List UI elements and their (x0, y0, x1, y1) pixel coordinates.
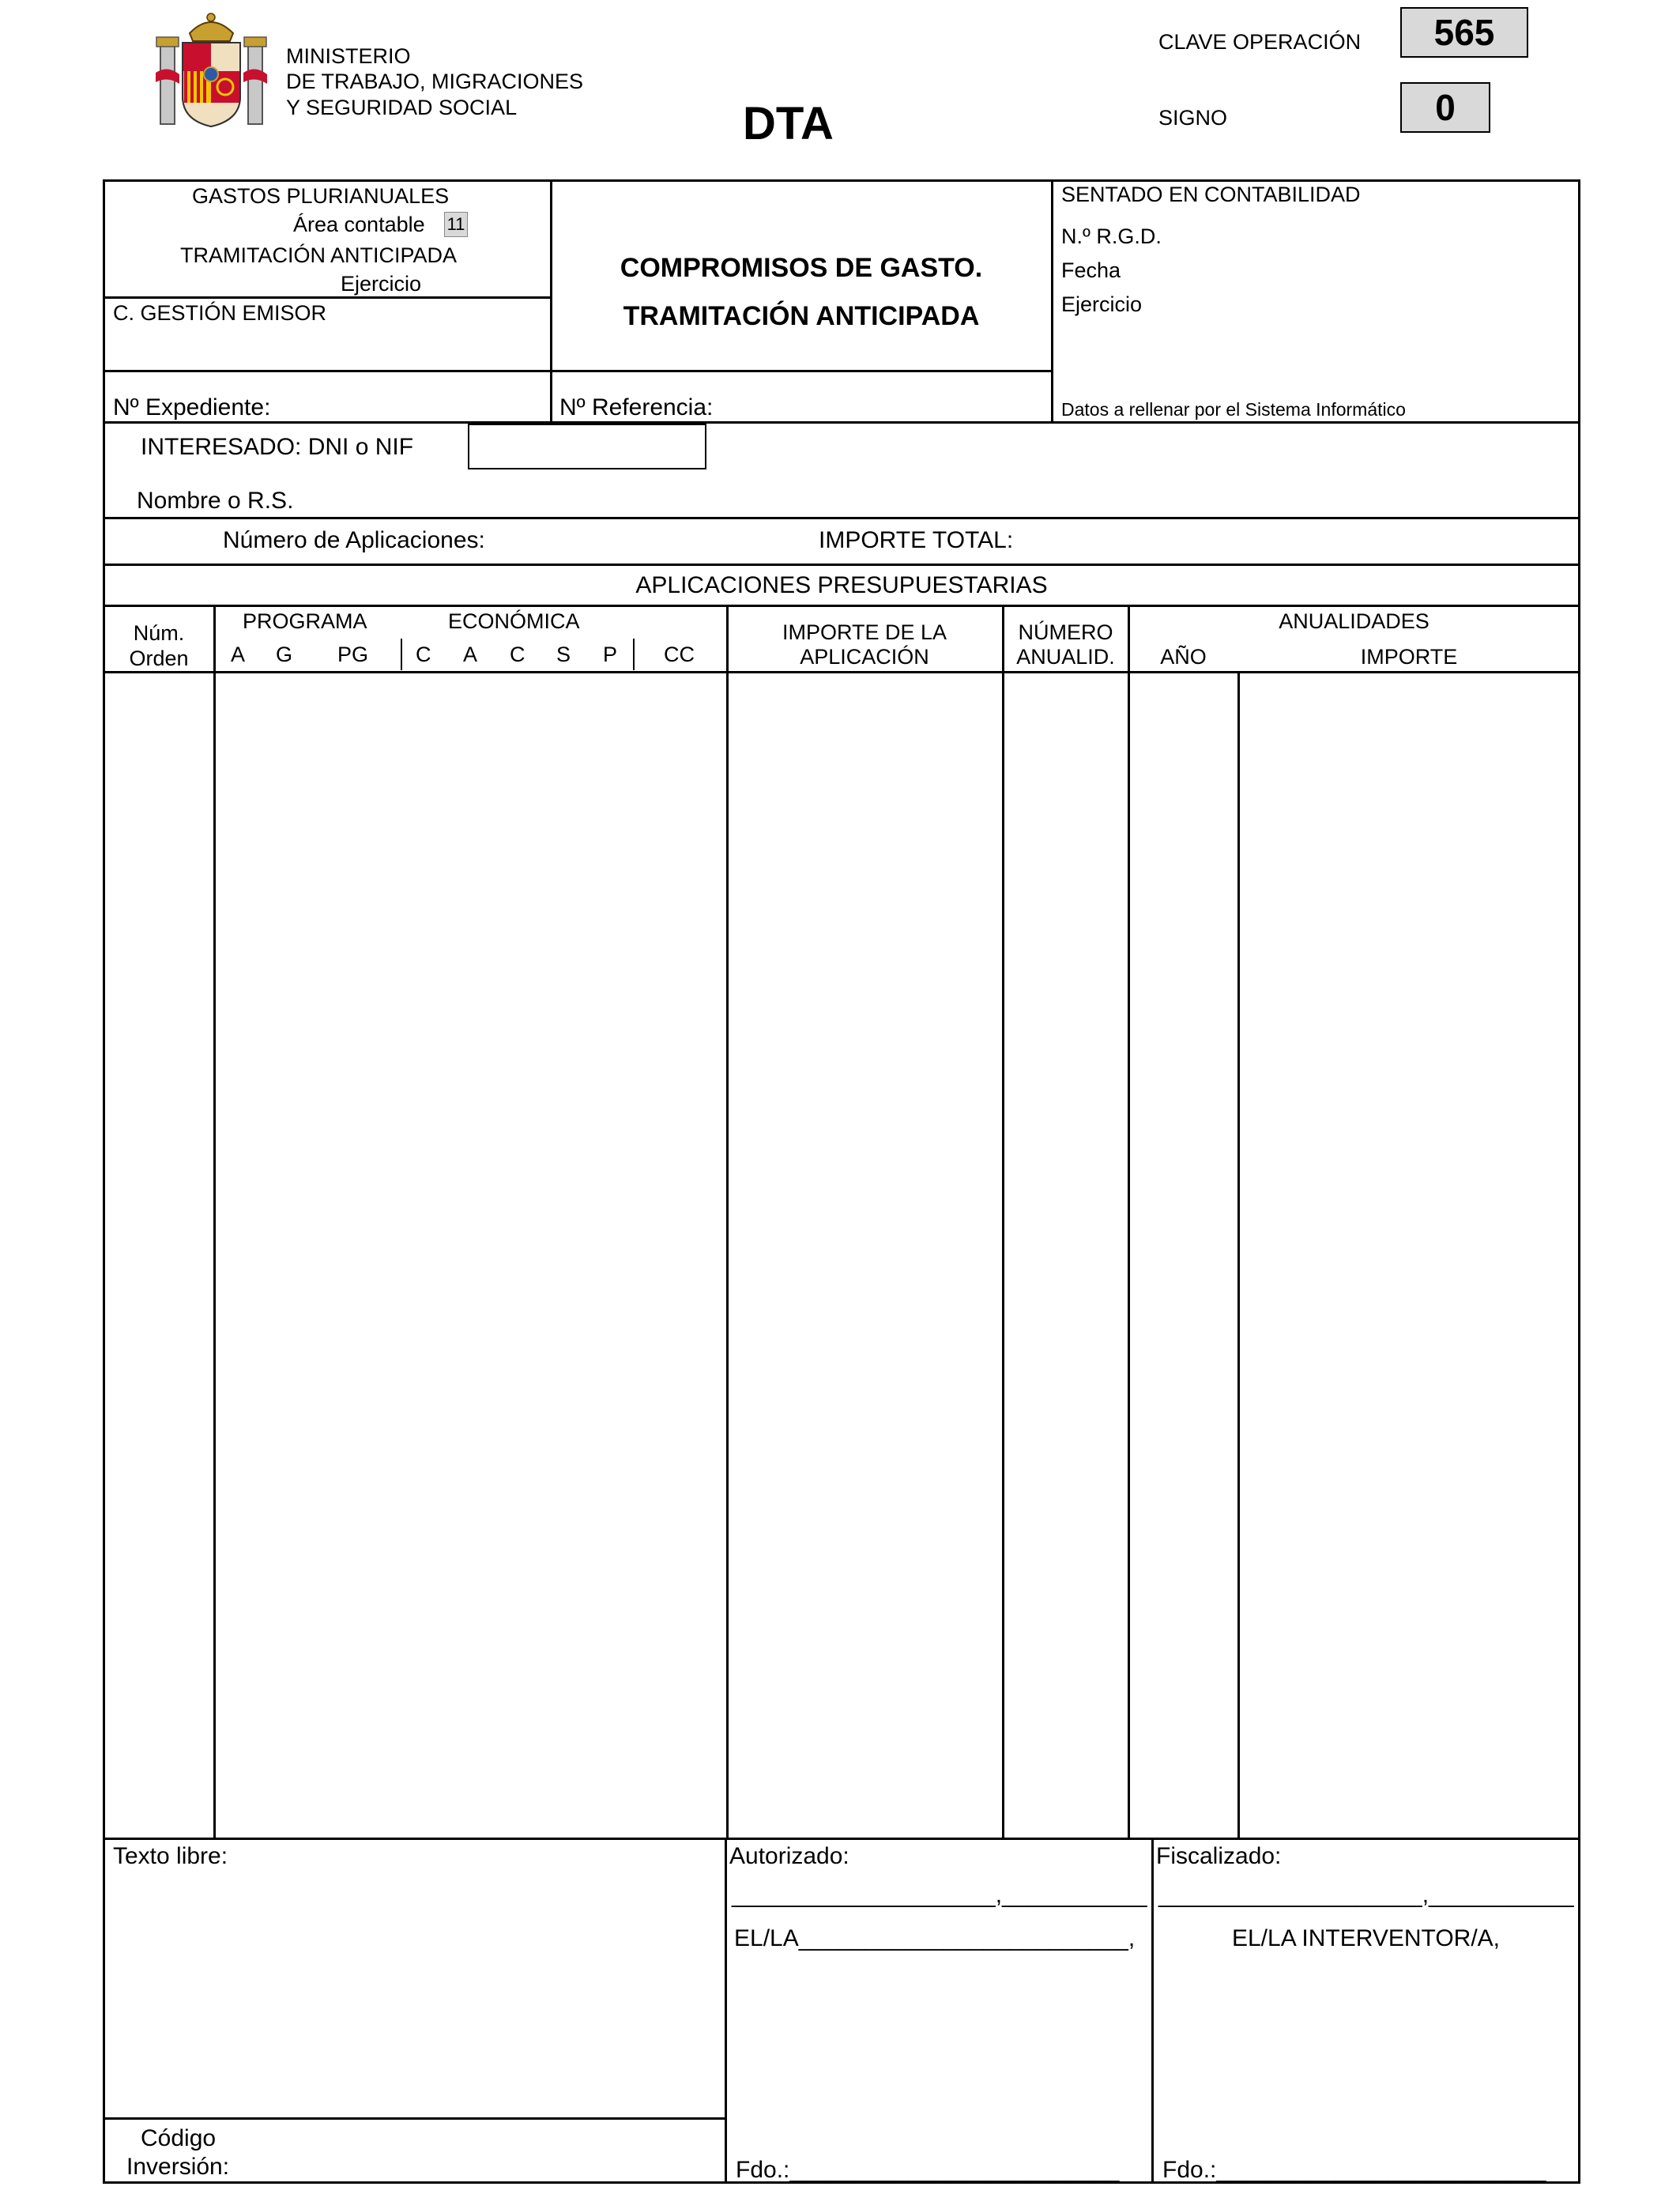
signo-value-box (1400, 82, 1490, 133)
economica-header: ECONÓMICA (448, 609, 580, 633)
referencia-label: Nº Referencia: (559, 394, 714, 420)
expediente-label: Nº Expediente: (113, 394, 271, 420)
numero-anualid-header-2: ANUALID. (1016, 645, 1115, 669)
divider (104, 517, 1580, 519)
divider (1051, 180, 1053, 422)
ministry-line-3: Y SEGURIDAD SOCIAL (286, 96, 518, 119)
autorizado-signature-line[interactable]: Fdo.:_________________________ (736, 2157, 1120, 2183)
fiscalizado-signature-line[interactable]: Fdo.:_________________________ (1162, 2157, 1546, 2183)
num-orden-header-2: Orden (129, 647, 189, 670)
rgd-label: N.º R.G.D. (1061, 224, 1162, 248)
sub-a2-header: A (463, 643, 478, 666)
autorizado-el-la-line[interactable]: EL/LA_________________________, (734, 1925, 1136, 1951)
divider (104, 296, 551, 299)
sub-s-header: S (556, 643, 571, 666)
ejercicio-label: Ejercicio (341, 272, 422, 296)
signo-value: 0 (1435, 87, 1456, 128)
divider (1151, 1838, 1154, 2183)
num-aplicaciones-label: Número de Aplicaciones: (223, 527, 485, 553)
divider (401, 639, 402, 670)
texto-libre-label: Texto libre: (113, 1843, 228, 1869)
tramitacion-anticipada: TRAMITACIÓN ANTICIPADA (180, 243, 458, 267)
sub-c2-header: C (510, 643, 525, 666)
interesado-label: INTERESADO: DNI o NIF (141, 434, 414, 460)
divider (104, 605, 1580, 607)
doc-code: DTA (743, 98, 834, 149)
importe-aplicacion-header-1: IMPORTE DE LA (782, 620, 947, 644)
nombre-rs-label: Nombre o R.S. (137, 488, 294, 514)
form-title-line-2: TRAMITACIÓN ANTICIPADA (623, 301, 980, 331)
codigo-inversion-label-2: Inversión: (126, 2154, 230, 2180)
divider (725, 1838, 727, 2183)
divider (104, 370, 1052, 372)
divider (550, 180, 552, 422)
importe-header: IMPORTE (1360, 645, 1458, 669)
area-contable-value: 11 (446, 214, 465, 234)
clave-value-box (1400, 7, 1528, 58)
divider (104, 421, 1580, 424)
ano-header: AÑO (1160, 645, 1207, 669)
importe-total-label: IMPORTE TOTAL: (819, 527, 1014, 553)
contabilidad-ejercicio-label: Ejercicio (1061, 292, 1143, 316)
fiscalizado-label: Fiscalizado: (1156, 1843, 1282, 1869)
gastos-plurianuales: GASTOS PLURIANUALES (192, 184, 450, 208)
divider (104, 1838, 1580, 1840)
divider (104, 2117, 725, 2120)
form-title-line-1: COMPROMISOS DE GASTO. (620, 253, 983, 283)
fecha-label: Fecha (1061, 258, 1121, 282)
sub-a-header: A (231, 643, 246, 666)
dni-nif-input[interactable] (468, 424, 706, 469)
ministry-line-2: DE TRABAJO, MIGRACIONES (286, 70, 584, 93)
programa-header: PROGRAMA (243, 609, 367, 633)
fiscalizado-date-line[interactable]: ____________________,___________ (1158, 1882, 1574, 1908)
sub-cc-header: CC (664, 643, 695, 666)
num-orden-header-1: Núm. (133, 621, 185, 645)
importe-aplicacion-header-2: APLICACIÓN (800, 645, 929, 669)
area-contable-value-box (444, 212, 468, 237)
clave-label: CLAVE OPERACIÓN (1158, 30, 1362, 54)
sub-g-header: G (276, 643, 293, 666)
texto-libre-field[interactable] (106, 1875, 722, 2113)
clave-value: 565 (1433, 12, 1495, 53)
interventor-label: EL/LA INTERVENTOR/A, (1231, 1925, 1500, 1951)
ministry-line-1: MINISTERIO (286, 44, 411, 68)
autorizado-date-line[interactable]: ____________________,___________ (732, 1882, 1147, 1908)
aplicaciones-title: APLICACIONES PRESUPUESTARIAS (635, 572, 1048, 598)
contabilidad-heading: SENTADO EN CONTABILIDAD (1061, 183, 1361, 206)
codigo-inversion-label-1: Código (141, 2125, 217, 2151)
gestion-emisor-label: C. GESTIÓN EMISOR (113, 301, 327, 325)
sistema-informatico-note: Datos a rellenar por el Sistema Informático (1061, 399, 1406, 420)
divider (633, 639, 635, 670)
divider (104, 564, 1580, 566)
anualidades-header: ANUALIDADES (1279, 609, 1430, 633)
numero-anualid-header-1: NÚMERO (1018, 620, 1113, 644)
aplicaciones-table-body[interactable] (105, 673, 1578, 1838)
area-contable-label: Área contable (293, 213, 425, 236)
sub-c1-header: C (416, 643, 431, 666)
autorizado-label: Autorizado: (729, 1843, 849, 1869)
signo-label: SIGNO (1158, 106, 1228, 130)
coat-of-arms-logo (154, 9, 269, 130)
sub-p-header: P (603, 643, 618, 666)
sub-pg-header: PG (337, 643, 369, 666)
